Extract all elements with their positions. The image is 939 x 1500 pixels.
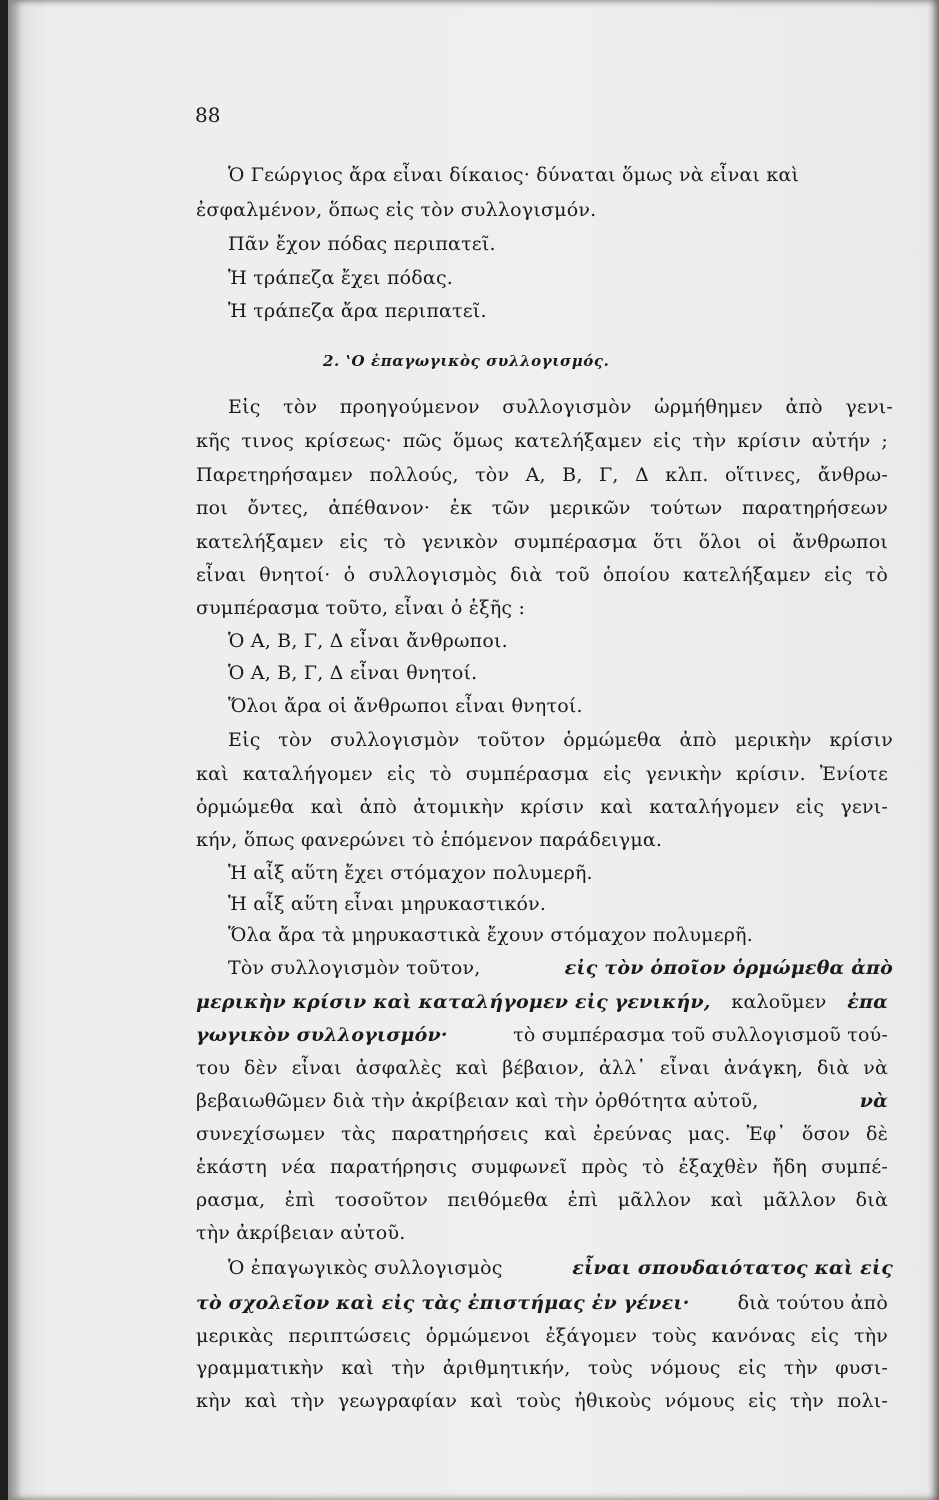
example-3-premise-2: Ἡ αἶξ αὕτη εἶναι μηρυκαστικόν. — [228, 893, 547, 915]
para1-line-3: Παρετηρήσαμεν πολλούς, τὸν Α, Β, Γ, Δ κλπ. οἵτινες, ἄνθρω- — [196, 464, 888, 486]
example-3-premise-1: Ἡ αἶξ αὕτη ἔχει στόμαχον πολυμερῆ. — [228, 862, 593, 884]
para3-line-1 — [228, 957, 893, 979]
para1-line-5: κατελήξαμεν εἰς τὸ γενικὸν συμπέρασμα ὅτι ὅλοι οἱ ἄνθρωποι — [196, 531, 888, 553]
example-1-premise-1: Πᾶν ἔχον πόδας περιπατεῖ. — [228, 233, 496, 255]
para3-line-2-regular: καλοῦμεν — [731, 991, 827, 1013]
para2-line-3: ὁρμώμεθα καὶ ἀπὸ ἀτομικὴν κρίσιν καὶ καταλήγομεν εἰς γενι- — [196, 796, 888, 818]
para1-line-1: Εἰς τὸν προηγούμενον συλλογισμὸν ὡρμήθημεν ἀπὸ γενι- — [228, 396, 893, 418]
para3-line-2 — [196, 991, 888, 1013]
para3-line-2-emphasis: μερικὴν κρίσιν καὶ καταλήγομεν εἰς γενικήν, — [196, 991, 711, 1013]
para3-line-2-emphasis-end: ἐπα — [847, 991, 888, 1013]
para4-line-2-regular: διὰ τούτου ἀπὸ — [737, 1292, 888, 1314]
example-1-premise-2: Ἡ τράπεζα ἔχει πόδας. — [228, 267, 454, 289]
para3-line-1-regular: Τὸν συλλογισμὸν τοῦτον, — [228, 957, 481, 979]
example-2-conclusion: Ὅλοι ἄρα οἱ ἄνθρωποι εἶναι θνητοί. — [228, 695, 583, 717]
para2-line-1: Εἰς τὸν συλλογισμὸν τοῦτον ὁρμώμεθα ἀπὸ μερικὴν κρίσιν — [228, 729, 893, 751]
para3-line-4: του δὲν εἶναι ἀσφαλὲς καὶ βέβαιον, ἀλλ᾽ εἶναι ἀνάγκη, διὰ νὰ — [196, 1057, 888, 1079]
para2-line-4: κήν, ὅπως φανερώνει τὸ ἑπόμενον παράδειγμα. — [196, 829, 663, 851]
para4-line-3: μερικὰς περιπτώσεις ὁρμώμενοι ἐξάγομεν τοὺς κανόνας εἰς τὴν — [196, 1325, 888, 1347]
para3-line-5-emphasis: νὰ — [859, 1090, 888, 1112]
para3-line-6: συνεχίσωμεν τὰς παρατηρήσεις καὶ ἐρεύνας μας. Ἐφ᾽ ὅσον δὲ — [196, 1123, 888, 1145]
para3-line-7: ἑκάστη νέα παρατήρησις συμφωνεῖ πρὸς τὸ ἐξαχθὲν ἤδη συμπέ- — [196, 1156, 888, 1178]
para3-line-1-emphasis: εἰς τὸν ὁποῖον ὁρμώμεθα ἀπὸ — [564, 957, 893, 979]
para4-line-1 — [228, 1257, 893, 1279]
example-2-premise-2: Ὁ Α, Β, Γ, Δ εἶναι θνητοί. — [228, 662, 478, 684]
para1-line-2: κῆς τινος κρίσεως· πῶς ὅμως κατελήξαμεν εἰς τὴν κρίσιν αὐτήν ; — [196, 430, 888, 452]
para4-line-2-emphasis: τὸ σχολεῖον καὶ εἰς τὰς ἐπιστήμας ἐν γένει· — [196, 1292, 690, 1314]
para1-line-7: συμπέρασμα τοῦτο, εἶναι ὁ ἑξῆς : — [196, 597, 526, 619]
example-3-conclusion: Ὅλα ἄρα τὰ μηρυκαστικὰ ἔχουν στόμαχον πολυμερῆ. — [228, 924, 753, 946]
para3-line-9: τὴν ἀκρίβειαν αὐτοῦ. — [196, 1222, 406, 1244]
page-number: 88 — [195, 103, 221, 127]
para4-line-1-regular: Ὁ ἐπαγωγικὸς συλλογισμὸς — [228, 1257, 503, 1279]
para3-line-3-regular: τὸ συμπέρασμα τοῦ συλλογισμοῦ τού- — [513, 1024, 888, 1046]
para4-line-4: γραμματικὴν καὶ τὴν ἀριθμητικήν, τοὺς νόμους εἰς τὴν φυσι- — [196, 1357, 888, 1379]
para3-line-3-emphasis: γωγικὸν συλλογισμόν· — [196, 1024, 448, 1046]
book-page — [8, 0, 939, 1500]
intro-line-1: Ὁ Γεώργιος ἄρα εἶναι δίκαιος· δύναται ὅμως νὰ εἶναι καὶ — [228, 164, 800, 186]
intro-line-2: ἐσφαλμένον, ὅπως εἰς τὸν συλλογισμόν. — [196, 199, 597, 221]
example-2-premise-1: Ὁ Α, Β, Γ, Δ εἶναι ἄνθρωποι. — [228, 630, 508, 652]
para4-line-5: κὴν καὶ τὴν γεωγραφίαν καὶ τοὺς ἠθικοὺς νόμους εἰς τὴν πολι- — [196, 1390, 888, 1412]
para1-line-4: ποι ὄντες, ἀπέθανον· ἐκ τῶν μερικῶν τούτων παρατηρήσεων — [196, 497, 888, 519]
para4-line-1-emphasis: εἶναι σπουδαιότατος καὶ εἰς — [572, 1257, 893, 1279]
page-text — [8, 0, 939, 1500]
example-1-conclusion: Ἡ τράπεζα ἄρα περιπατεῖ. — [228, 300, 487, 322]
para3-line-5-regular: βεβαιωθῶμεν διὰ τὴν ἀκρίβειαν καὶ τὴν ὀρθότητα αὐτοῦ, — [196, 1090, 759, 1112]
para3-line-8: ρασμα, ἐπὶ τοσοῦτον πειθόμεθα ἐπὶ μᾶλλον καὶ μᾶλλον διὰ — [196, 1189, 888, 1211]
section-heading: 2. ʽΟ ἐπαγωγικὸς συλλογισμός. — [323, 352, 610, 370]
para2-line-2: καὶ καταλήγομεν εἰς τὸ συμπέρασμα εἰς γενικὴν κρίσιν. Ἐνίοτε — [196, 763, 888, 785]
para1-line-6: εἶναι θνητοί· ὁ συλλογισμὸς διὰ τοῦ ὁποίου κατελήξαμεν εἰς τὸ — [196, 564, 888, 586]
para4-line-2 — [196, 1292, 888, 1314]
para3-line-5 — [196, 1090, 888, 1112]
para3-line-3 — [196, 1024, 888, 1046]
